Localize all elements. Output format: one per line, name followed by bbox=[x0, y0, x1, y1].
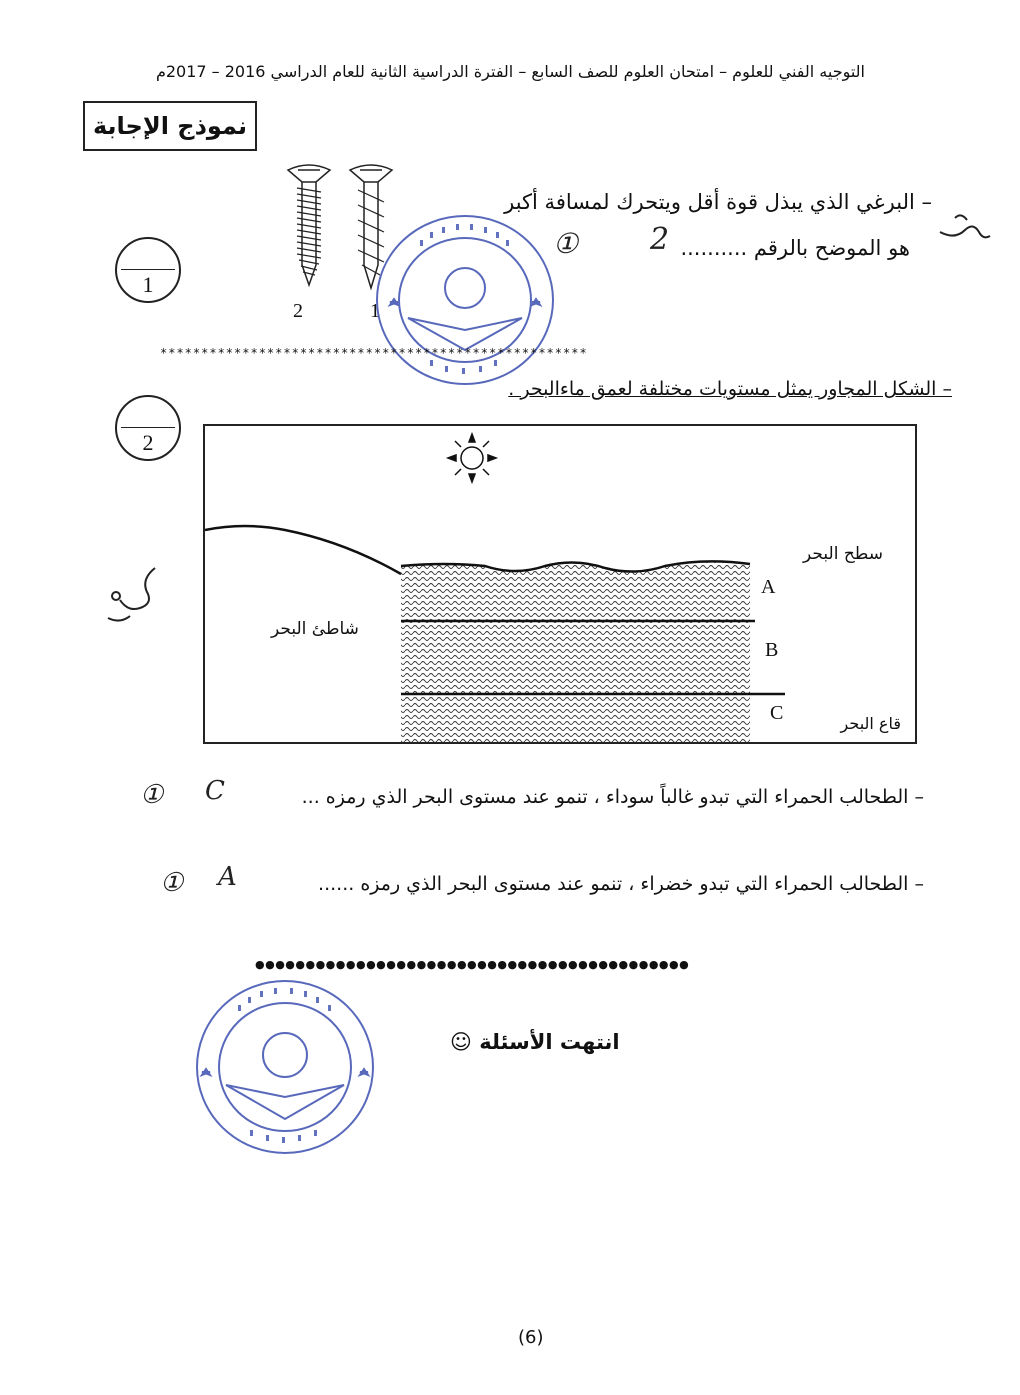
question2-score-circle bbox=[115, 395, 181, 461]
footer-separator: ●●●●●●●●●●●●●●●●●●●●●●●●●●●●●●●●●●●●●●●●●●● bbox=[255, 958, 690, 971]
end-of-questions: انتهت الأسئلة ☺ bbox=[450, 1030, 620, 1054]
question1-score: 1 bbox=[142, 272, 154, 297]
question1-score-circle bbox=[115, 237, 181, 303]
screw-2-icon bbox=[288, 165, 330, 285]
question2-item1: – الطحالب الحمراء التي تبدو غالباً سوداء ، تنمو عند مستوى البحر الذي رمزه ... bbox=[301, 786, 924, 808]
sea-depth-diagram bbox=[203, 424, 917, 744]
question2-item1-answer: C bbox=[205, 776, 225, 806]
handwritten-grade-mark-1 bbox=[935, 210, 995, 250]
level-c-label: C bbox=[770, 702, 784, 724]
screw-2-label: 2 bbox=[293, 300, 303, 322]
answer-model-label: نموذج الإجابة bbox=[83, 101, 257, 151]
screw-1-label: 1 bbox=[370, 300, 380, 322]
question1-handwritten-mark: ① bbox=[553, 227, 579, 260]
shore-label: شاطئ البحر bbox=[271, 619, 359, 639]
sun-icon bbox=[448, 434, 496, 482]
question1-handwritten-answer: 2 bbox=[650, 222, 670, 257]
separator-stars: **************************************************** bbox=[160, 346, 588, 360]
question2-item1-mark: ① bbox=[140, 780, 164, 810]
page-header: التوجيه الفني للعلوم – امتحان العلوم للصف السابع – الفترة الدراسية الثانية للعام الدراسي 2016 – 2017م bbox=[155, 62, 865, 81]
level-b-label: B bbox=[765, 639, 779, 661]
question2-item2-mark: ① bbox=[160, 868, 184, 898]
question2-score: 2 bbox=[142, 430, 154, 455]
official-stamp-1 bbox=[370, 210, 560, 390]
page-number: (6) bbox=[518, 1327, 544, 1348]
question1-line2: هو الموضح بالرقم .......... bbox=[680, 236, 910, 260]
question2-item2-answer: A bbox=[218, 862, 237, 892]
sea-surface-label: سطح البحر bbox=[803, 544, 883, 564]
sea-floor-label: قاع البحر bbox=[840, 714, 901, 733]
sea-depth-drawing bbox=[205, 426, 915, 742]
handwritten-grade-mark-2 bbox=[100, 560, 165, 630]
question1-line1: – البرغي الذي يبذل قوة أقل ويتحرك لمسافة أكبر bbox=[504, 190, 932, 214]
official-stamp-2 bbox=[190, 975, 380, 1160]
level-a-label: A bbox=[761, 576, 776, 598]
question2-item2: – الطحالب الحمراء التي تبدو خضراء ، تنمو عند مستوى البحر الذي رمزه ...... bbox=[318, 873, 924, 895]
question2-intro: – الشكل المجاور يمثل مستويات مختلفة لعمق ماءالبحر . bbox=[508, 378, 952, 400]
